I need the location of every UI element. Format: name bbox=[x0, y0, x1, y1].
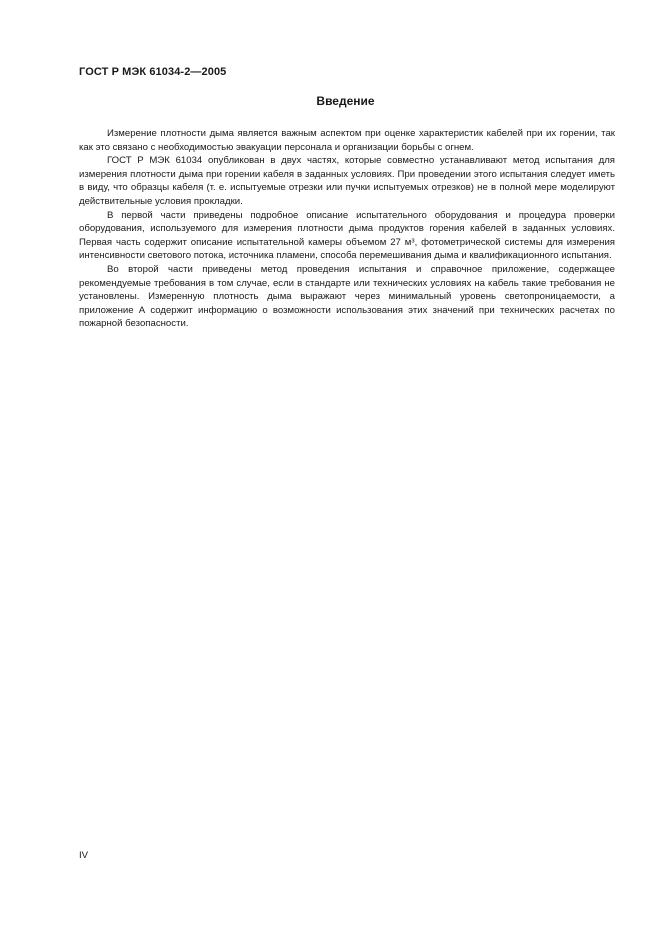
paragraph: ГОСТ Р МЭК 61034 опубликован в двух частях, которые совместно устанавливают метод испытания для измерения плотности дыма при горении кабеля в заданных условиях. При проведении этого испытания следует иметь в виду, что образцы кабеля (т. е. испытуемые отрезки или пучки испытуемых отрезков) не в полной мере моделируют действительные условия прокладки. bbox=[79, 155, 615, 207]
standard-header: ГОСТ Р МЭК 61034-2—2005 bbox=[79, 66, 227, 78]
section-title: Введение bbox=[316, 94, 375, 108]
paragraph: В первой части приведены подробное описание испытательного оборудования и процедура проверки оборудования, используемого для измерения плотности дыма продуктов горения кабелей в заданных условиях. Первая часть содержит описание испытательной камеры объемом 27 м³, фотометрической системы для измерения интенсивности светового потока, источника пламени, способа перемешивания дыма и квалификационного испытания. bbox=[79, 209, 615, 262]
page-number: IV bbox=[79, 850, 89, 861]
paragraph: Во второй части приведены метод проведения испытания и справочное приложение, содержащее рекомендуемые требования в том случае, если в стандарте или технических условиях на кабель такие требования не установлены. Измеренную плотность дыма выражают через минимальный уровень светопроницаемости, а приложение А содержит информацию о возможности использования этих значений при технических расчетах по пожарной безопасности. bbox=[79, 263, 615, 330]
introduction-body bbox=[79, 127, 615, 331]
paragraph: Измерение плотности дыма является важным аспектом при оценке характеристик кабелей при их горении, так как это связано с необходимостью эвакуации персонала и организации борьбы с огнем. bbox=[79, 128, 615, 153]
